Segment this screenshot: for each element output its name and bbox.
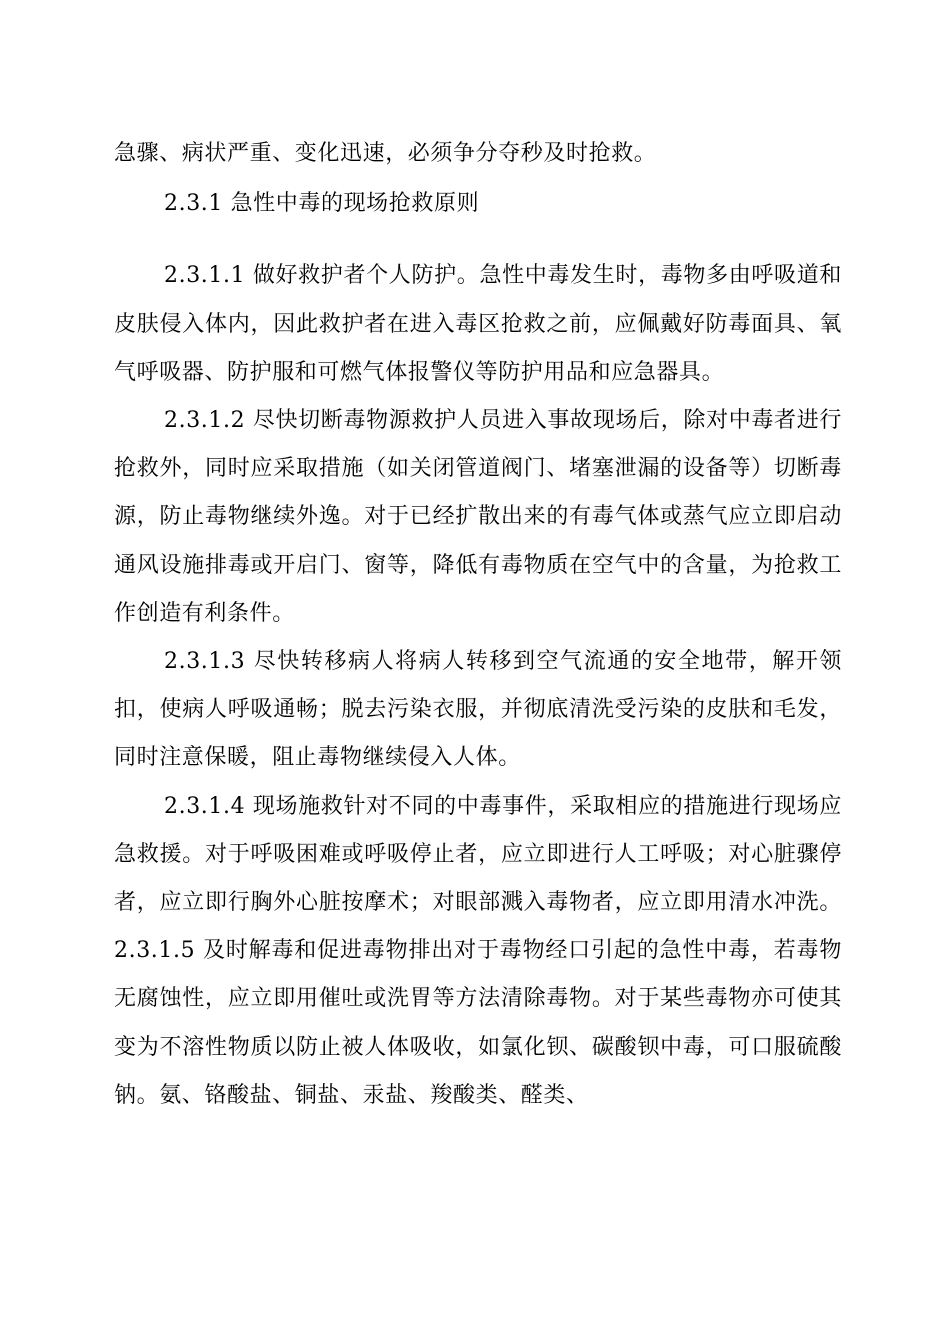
- paragraph-continuation: 急骤、病状严重、变化迅速，必须争分夺秒及时抢救。: [114, 141, 657, 166]
- paragraph-transfer-patient: 2.3.1.3 尽快转移病人将病人转移到空气流通的安全地带，解开领扣，使病人呼吸通畅；脱去污染衣服，并彻底清洗受污染的皮肤和毛发，同时注意保暖，阻止毒物继续侵入人体。: [114, 649, 842, 771]
- document-body: [114, 130, 842, 1120]
- paragraph-personal-protection: 2.3.1.1 做好救护者个人防护。急性中毒发生时，毒物多由呼吸道和皮肤侵入体内，因此救护者在进入毒区抢救之前，应佩戴好防毒面具、氧气呼吸器、防护服和可燃气体报警仪等防护用品和应急器具。: [114, 263, 842, 385]
- paragraph-on-site-rescue: 2.3.1.4 现场施救针对不同的中毒事件，采取相应的措施进行现场应急救援。对于呼吸困难或呼吸停止者，应立即进行人工呼吸；对心脏骤停者，应立即行胸外心脏按摩术；对眼部溅入毒物者，应立即用清水冲洗。2.3.1.5 及时解毒和促进毒物排出对于毒物经口引起的急性中毒，若毒物无腐蚀性，应立即用催吐或洗胃等方法清除毒物。对于某些毒物亦可使其变为不溶性物质以防止被人体吸收，如氯化钡、碳酸钡中毒，可口服硫酸钠。氨、铬酸盐、铜盐、汞盐、羧酸类、醛类、: [114, 793, 842, 1108]
- section-heading: 2.3.1 急性中毒的现场抢救原则: [164, 191, 480, 217]
- paragraph-cut-off-source: 2.3.1.2 尽快切断毒物源救护人员进入事故现场后，除对中毒者进行抢救外，同时应采取措施（如关闭管道阀门、堵塞泄漏的设备等）切断毒源，防止毒物继续外逸。对于已经扩散出来的有毒气体或蒸气应立即启动通风设施排毒或开启门、窗等，降低有毒物质在空气中的含量，为抢救工作创造有利条件。: [114, 408, 842, 626]
